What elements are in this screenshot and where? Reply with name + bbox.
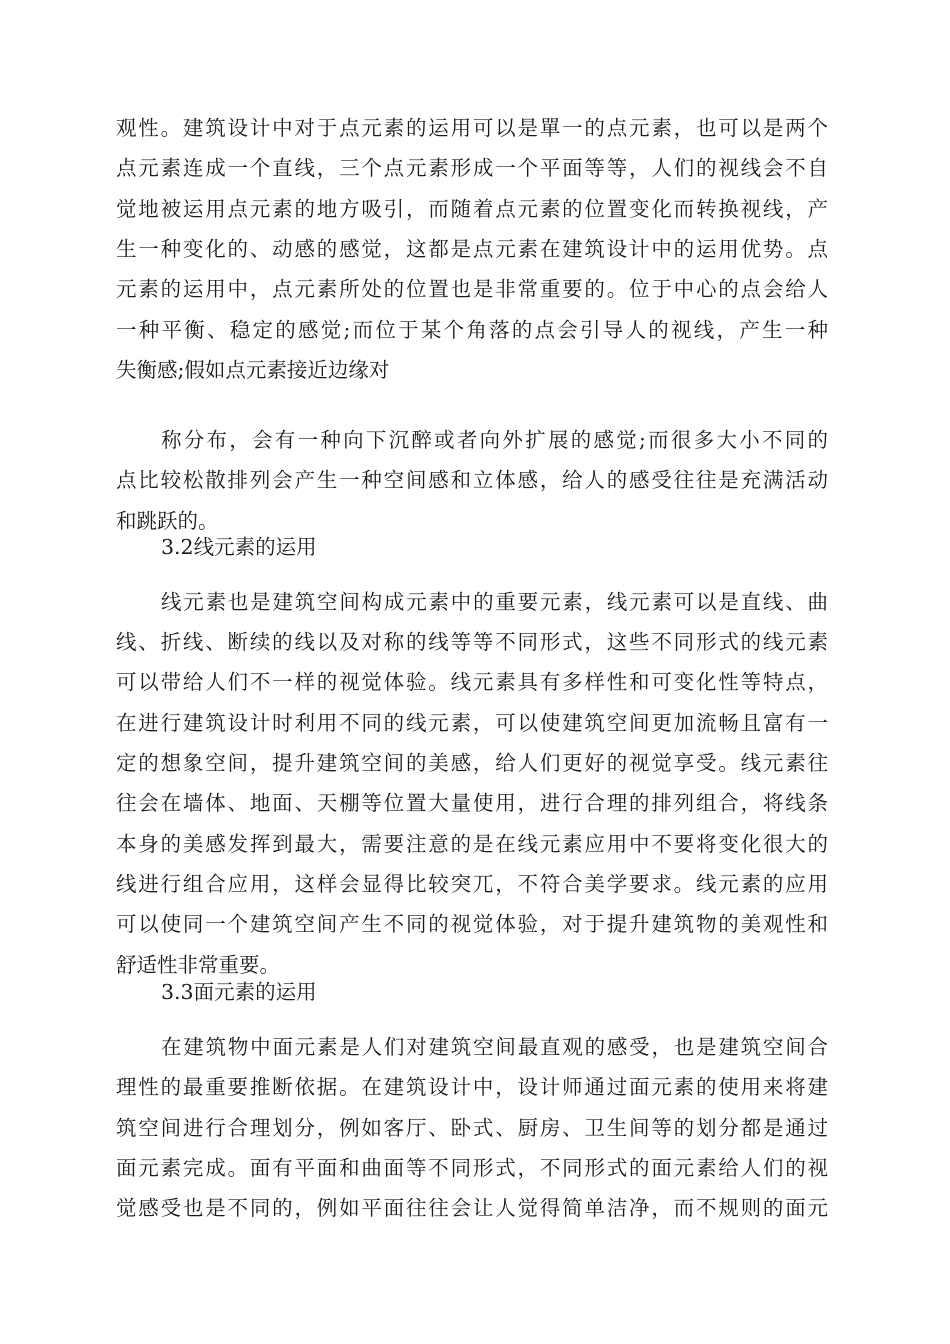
text-line: 点比较松散排列会产生一种空间感和立体感，给人的感受往往是充满活动 (116, 468, 828, 492)
text-line: 定的想象空间，提升建筑空间的美感，给人们更好的视觉享受。线元素往 (116, 751, 828, 775)
section-heading-3-3: 3.3面元素的运用 (161, 980, 317, 1004)
text-line: 称分布，会有一种向下沉醉或者向外扩展的感觉;而很多大小不同的 (161, 428, 828, 452)
text-line: 在建筑物中面元素是人们对建筑空间最直观的感受，也是建筑空间合 (161, 1035, 828, 1059)
text-line: 觉地被运用点元素的地方吸引，而随着点元素的位置变化而转换视线，产 (116, 197, 828, 221)
text-line: 在进行建筑设计时利用不同的线元素，可以使建筑空间更加流畅且富有一 (116, 711, 828, 735)
text-line: 往会在墙体、地面、天棚等位置大量使用，进行合理的排列组合，将线条 (116, 791, 828, 815)
text-line: 观性。建筑设计中对于点元素的运用可以是單一的点元素，也可以是两个 (116, 116, 828, 140)
text-line: 线进行组合应用，这样会显得比较突兀，不符合美学要求。线元素的应用 (116, 872, 828, 896)
text-line: 可以带给人们不一样的视觉体验。线元素具有多样性和可变化性等特点， (116, 670, 828, 694)
text-line: 筑空间进行合理划分，例如客厅、卧式、厨房、卫生间等的划分都是通过 (116, 1116, 828, 1140)
text-line: 舒适性非常重要。 (116, 953, 280, 977)
text-line: 线、折线、断续的线以及对称的线等等不同形式，这些不同形式的线元素 (116, 630, 828, 654)
text-line: 理性的最重要推断依据。在建筑设计中，设计师通过面元素的使用来将建 (116, 1075, 828, 1099)
text-line: 觉感受也是不同的，例如平面往往会让人觉得简单洁净，而不规则的面元 (116, 1196, 828, 1220)
text-line: 本身的美感发挥到最大，需要注意的是在线元素应用中不要将变化很大的 (116, 832, 828, 856)
text-line: 元素的运用中，点元素所处的位置也是非常重要的。位于中心的点会给人 (116, 277, 828, 301)
text-line: 失衡感;假如点元素接近边缘对 (116, 358, 390, 382)
text-line: 可以使同一个建筑空间产生不同的视觉体验，对于提升建筑物的美观性和 (116, 912, 828, 936)
section-heading-3-2: 3.2线元素的运用 (161, 535, 317, 559)
text-line: 生一种变化的、动感的感觉，这都是点元素在建筑设计中的运用优势。点 (116, 237, 828, 261)
text-line: 点元素连成一个直线，三个点元素形成一个平面等等，人们的视线会不自 (116, 156, 828, 180)
text-line: 面元素完成。面有平面和曲面等不同形式，不同形式的面元素给人们的视 (116, 1156, 828, 1180)
text-line: 和跳跃的。 (116, 509, 219, 533)
text-line: 一种平衡、稳定的感觉;而位于某个角落的点会引导人的视线，产生一种 (116, 318, 828, 342)
text-line: 线元素也是建筑空间构成元素中的重要元素，线元素可以是直线、曲 (161, 590, 828, 614)
